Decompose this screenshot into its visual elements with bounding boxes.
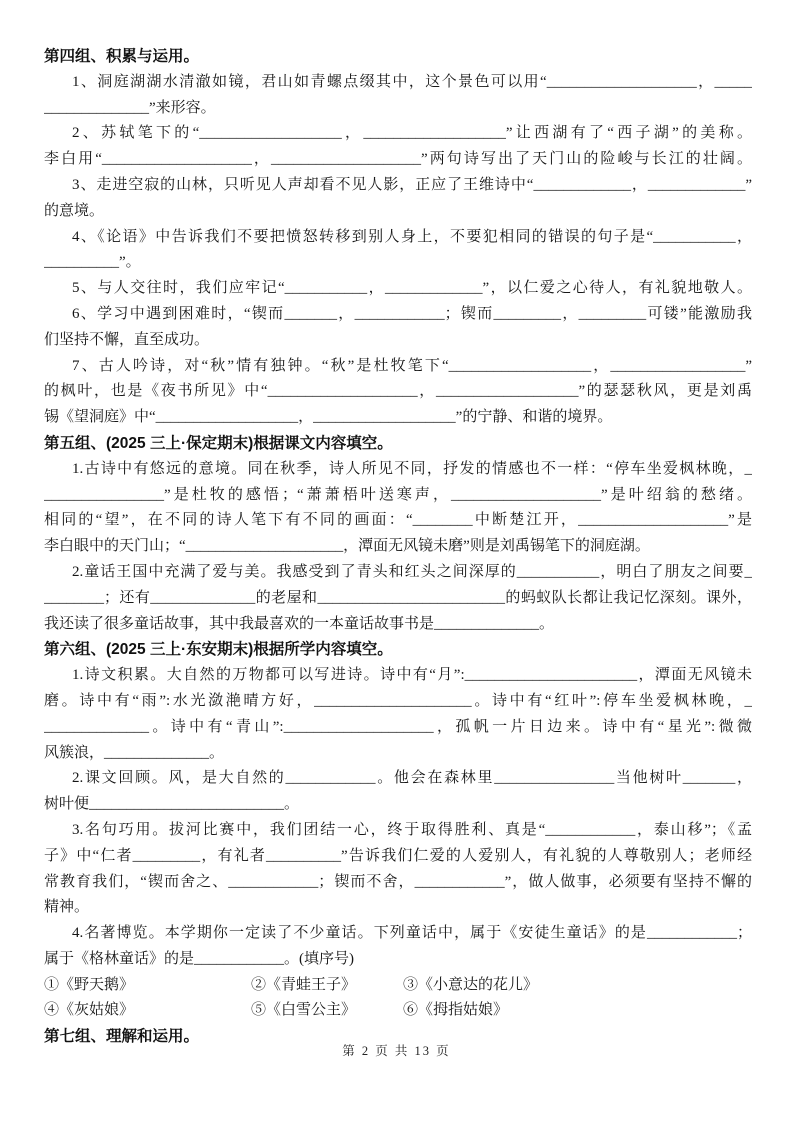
question-line: 李白眼中的天门山；“_____________________，潭面无风镜未磨”则是刘禹锡笔下的洞庭湖。 [44,538,650,555]
question-line: 7、古人吟诗，对“秋”情有独钟。“秋”是杜牧笔下“___________________，__________________” [72,357,752,374]
section-heading-group7: 第七组、理解和运用。 [44,1028,200,1046]
question-line: ______________。诗中有“青山”:____________________，孤帆一片日边来。诗中有“星光”:微微 [44,718,752,735]
question-line: 李白用“____________________，____________________”两句诗写出了天门山的险峻与长江的壮阔。 [44,151,752,168]
question-line: 5、与人交往时，我们应牢记“___________，_____________”，以仁爱之心待人，有礼貌地敬人。 [72,280,752,297]
section-heading-group5: 第五组、(2025 三上·保定期末)根据课文内容填空。 [44,434,393,452]
question-line: ______________”来形容。 [44,99,216,116]
page-footer: 第 2 页 共 13 页 [342,1044,451,1058]
choice-item-4: ④《灰姑娘》 [44,1002,135,1019]
section-heading-group4: 第四组、积累与运用。 [44,48,200,65]
question-line: 1、洞庭湖湖水清澈如镜，君山如青螺点缀其中，这个景色可以用“____________________，_____ [72,73,752,90]
question-line: 3、走进空寂的山林，只听见人声却看不见人影，正应了王维诗中“_____________，_____________” [72,176,752,193]
choice-item-5: ⑤《白雪公主》 [251,1002,357,1019]
choice-item-6: ⑥《拇指姑娘》 [403,1002,509,1019]
question-line: 的意境。 [44,202,105,219]
section-heading-group6: 第六组、(2025 三上·东安期末)根据所学内容填空。 [44,641,393,659]
question-line: ________；还有______________的老屋和_________________________的蚂蚁队长都让我记忆深刻。课外， [44,589,752,606]
question-line: 属于《格林童话》的是____________。(填序号) [44,950,354,967]
question-line: 我还读了很多童话故事，其中我最喜欢的一本童话故事书是______________。 [44,615,555,632]
question-line: 1.古诗中有悠远的意境。同在秋季，诗人所见不同，抒发的情感也不一样：“停车坐爱枫林晚，_ [72,460,752,477]
question-line: 相同的“望”，在不同的诗人笔下有不同的画面：“________中断楚江开，____________________”是 [44,512,752,529]
question-line: 常教育我们，“锲而舍之、____________；锲而不舍，____________”，做人做事，必须要有坚持不懈的 [44,873,752,890]
question-line: 精神。 [44,899,90,916]
question-line: 们坚持不懈，直至成功。 [44,331,210,348]
choice-item-3: ③《小意达的花儿》 [403,976,539,993]
question-line: 树叶便__________________________。 [44,796,300,813]
choice-row [44,998,752,1024]
question-line: 子》中“仁者_________，有礼者__________”告诉我们仁爱的人爱别人，有礼貌的人尊敬别人；老师经 [44,847,752,864]
question-line: 2、苏轼笔下的“___________________，___________________”让西湖有了“西子湖”的美称。 [72,125,752,142]
question-line: 4.名著博览。本学期你一定读了不少童话。下列童话中，属于《安徒生童话》的是____________； [72,925,752,942]
question-line: 锡《望洞庭》中“___________________，___________________”的宁静、和谐的境界。 [44,409,613,426]
question-line: ________________”是杜牧的感悟；“萧萧梧叶送寒声，____________________”是叶绍翁的愁绪。 [44,486,752,503]
question-line: 6、学习中遇到困难时，“锲而_______，____________；锲而_________，_________可镂”能激励我 [72,305,752,322]
question-line: 2.童话王国中充满了爱与美。我感受到了青头和红头之间深厚的___________，明白了朋友之间要_ [72,563,752,580]
question-line: 3.名句巧用。拔河比赛中，我们团结一心，终于取得胜利、真是“____________，泰山移”；《孟 [72,821,752,838]
question-line: 2.课文回顾。风，是大自然的____________。他会在森林里________________当他树叶_______， [72,770,752,787]
question-line: 4、《论语》中告诉我们不要把愤怒转移到别人身上，不要犯相同的错误的句子是“___________， [72,228,752,245]
choice-item-1: ①《野天鹅》 [44,976,135,993]
question-line: 风簇浪，______________。 [44,744,225,761]
question-line: 1.诗文积累。大自然的万物都可以写进诗。诗中有“月”:_______________________，潭面无风镜未 [72,667,752,684]
choice-item-2: ②《青蛙王子》 [251,976,357,993]
exam-page [44,44,752,1050]
question-line: 的枫叶，也是《夜书所见》中“____________________，___________________”的瑟瑟秋风，更是刘禹 [44,383,752,400]
choice-row [44,973,752,999]
question-line: __________”。 [44,254,141,271]
question-line: 磨。诗中有“雨”:水光潋滟晴方好，_____________________。诗中有“红叶”:停车坐爱枫林晚，_ [44,692,752,709]
